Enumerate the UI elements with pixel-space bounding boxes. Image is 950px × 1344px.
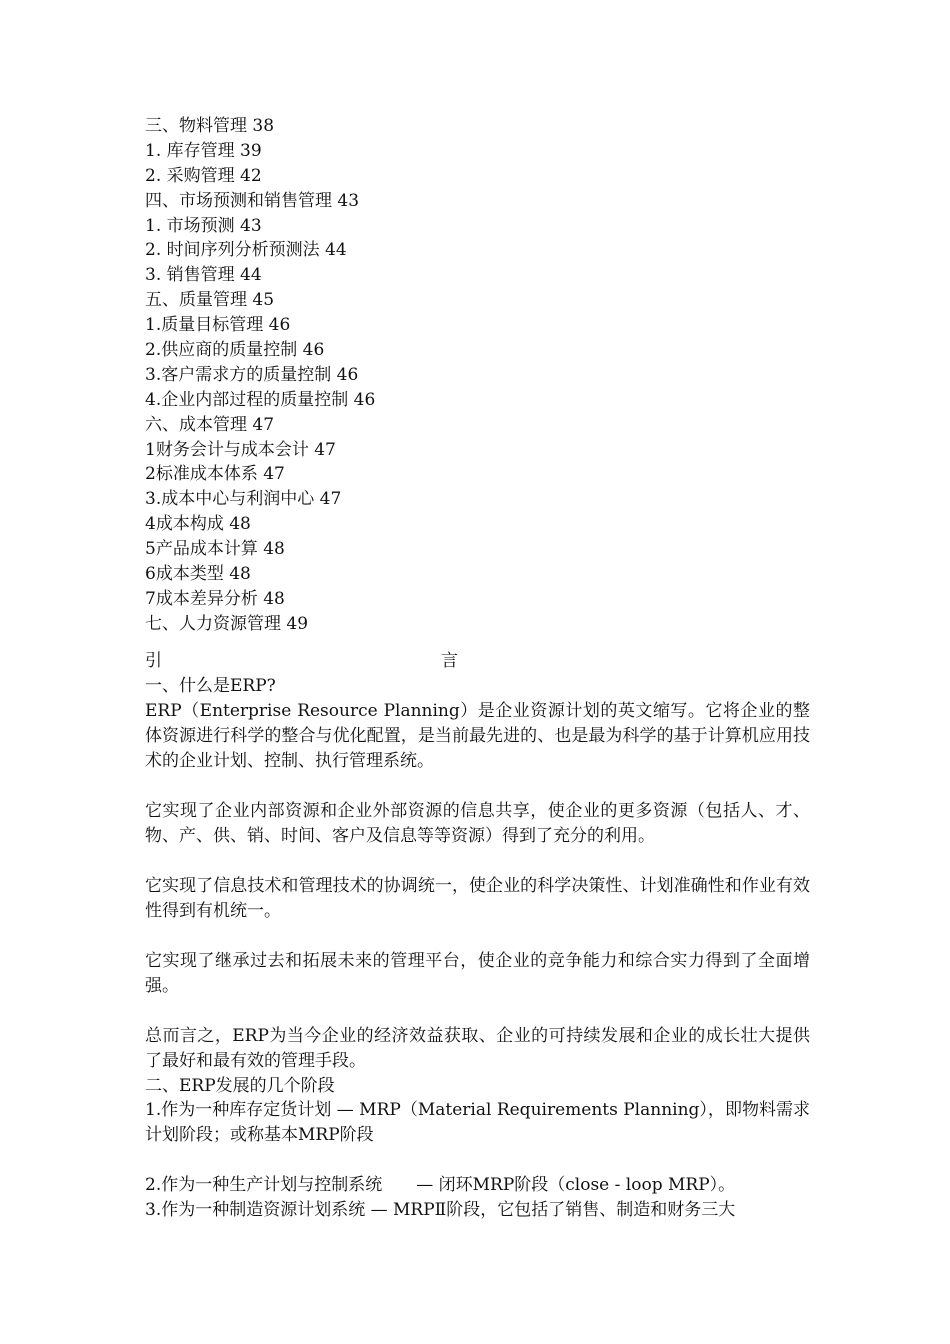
paragraph-gap xyxy=(145,774,810,799)
intro-heading xyxy=(145,649,458,674)
document-page xyxy=(145,114,810,1223)
toc-entry: 4.企业内部过程的质量控制 46 xyxy=(145,389,376,410)
toc-entry: 3. 销售管理 44 xyxy=(145,265,262,286)
paragraph-summary: 总而言之，ERP为当今企业的经济效益获取、企业的可持续发展和企业的成长壮大提供了最好和最有效的管理手段。 xyxy=(145,1025,810,1071)
toc-entry: 2. 时间序列分析预测法 44 xyxy=(145,240,347,261)
intro-heading-right: 言 xyxy=(441,650,458,671)
section-question-1: 一、什么是ERP? xyxy=(145,675,276,696)
toc-entry: 1.质量目标管理 46 xyxy=(145,315,291,336)
toc-entry: 5产品成本计算 48 xyxy=(145,539,285,560)
section-question-2: 二、ERP发展的几个阶段 xyxy=(145,1075,335,1096)
toc-entry: 七、人力资源管理 49 xyxy=(145,613,309,634)
toc-entry: 7成本差异分析 48 xyxy=(145,588,285,609)
toc-entry: 四、市场预测和销售管理 43 xyxy=(145,190,360,211)
stage-2: 2.作为一种生产计划与控制系统 — 闭环MRP阶段（close - loop MRP）。 xyxy=(145,1175,736,1196)
stage-1: 1.作为一种库存定货计划 — MRP（Material Requirements Planning），即物料需求计划阶段；或称基本MRP阶段 xyxy=(145,1100,810,1146)
paragraph-gap xyxy=(145,849,810,874)
toc-entry: 1. 库存管理 39 xyxy=(145,140,262,161)
toc-entry: 2.供应商的质量控制 46 xyxy=(145,340,325,361)
stage-3: 3.作为一种制造资源计划系统 — MRPⅡ阶段，它包括了销售、制造和财务三大 xyxy=(145,1200,736,1221)
toc-entry: 六、成本管理 47 xyxy=(145,414,275,435)
toc-entry: 2. 采购管理 42 xyxy=(145,165,262,186)
toc-entry: 1. 市场预测 43 xyxy=(145,215,262,236)
toc-entry: 三、物料管理 38 xyxy=(145,116,275,136)
paragraph-erp-definition: ERP（Enterprise Resource Planning）是企业资源计划的英文缩写。它将企业的整体资源进行科学的整合与优化配置，是当前最先进的、也是最为科学的基于计算机应用技术的企业计划、控制、执行管理系统。 xyxy=(145,700,810,771)
toc-entry: 4成本构成 48 xyxy=(145,514,251,535)
intro-heading-left: 引 xyxy=(145,650,162,671)
paragraph-gap xyxy=(145,924,810,949)
table-of-contents xyxy=(145,114,810,637)
toc-entry: 3.成本中心与利润中心 47 xyxy=(145,489,342,510)
toc-entry: 2标准成本体系 47 xyxy=(145,464,285,485)
toc-entry: 1财务会计与成本会计 47 xyxy=(145,439,336,460)
paragraph-gap xyxy=(145,999,810,1024)
paragraph-platform: 它实现了继承过去和拓展未来的管理平台，使企业的竞争能力和综合实力得到了全面增强。 xyxy=(145,950,810,996)
paragraph-tech-management: 它实现了信息技术和管理技术的协调统一，使企业的科学决策性、计划准确性和作业有效性得到有机统一。 xyxy=(145,875,810,921)
paragraph-resource-sharing: 它实现了企业内部资源和企业外部资源的信息共享，使企业的更多资源（包括人、才、物、产、供、销、时间、客户及信息等等资源）得到了充分的利用。 xyxy=(145,800,810,846)
paragraph-gap xyxy=(145,1148,810,1173)
toc-entry: 五、质量管理 45 xyxy=(145,290,275,311)
toc-entry: 6成本类型 48 xyxy=(145,564,251,585)
toc-entry: 3.客户需求方的质量控制 46 xyxy=(145,364,359,385)
